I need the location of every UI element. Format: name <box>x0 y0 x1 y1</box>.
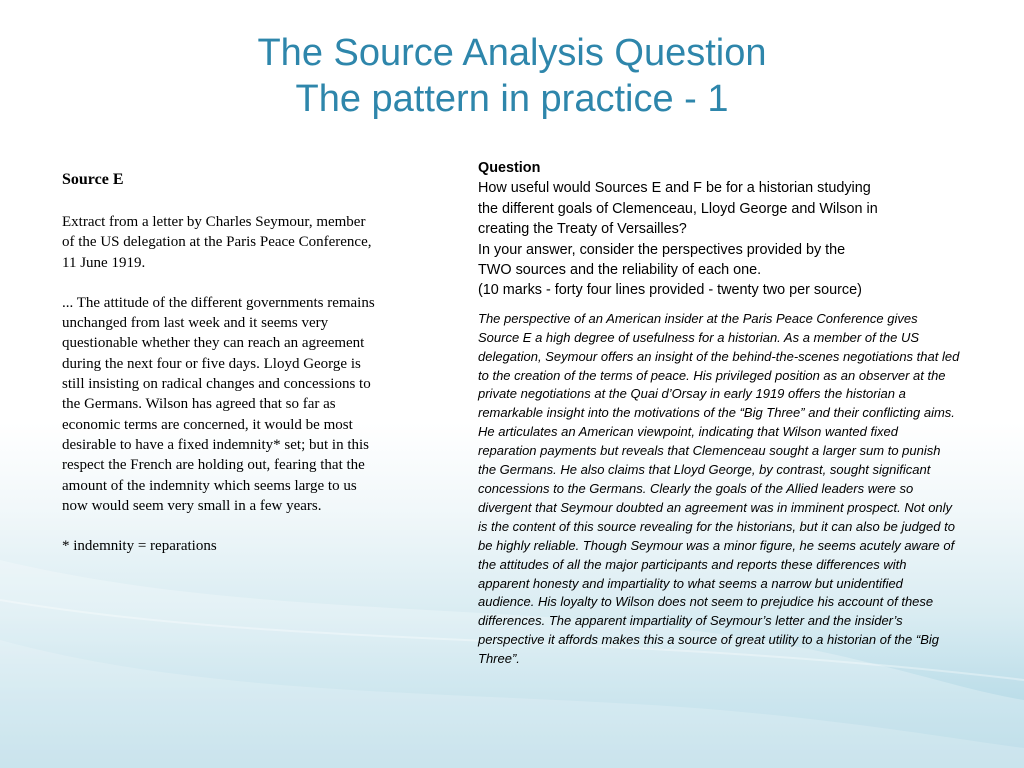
question-line: In your answer, consider the perspectives provided by the <box>478 241 846 258</box>
source-panel <box>62 170 377 576</box>
question-panel <box>478 158 960 669</box>
question-line: TWO sources and the reliability of each one. <box>478 262 762 279</box>
source-footnote: * indemnity = reparations <box>62 538 217 555</box>
source-extract: ... The attitude of the different governments remains unchanged from last week and it seems very questionable whether they can reach an agreement during the next four or five days. Lloyd George is still insisting on radical changes and concessions to the Germans. Wilson has agreed that so far as economic terms are concerned, it would be most desirable to have a fixed indemnity* set; but in this respect the French are holding out, fearing that the amount of the indemnity which seems large to us now would seem very small in a few years. <box>62 294 375 514</box>
question-heading: Question <box>478 160 541 176</box>
question-line: (10 marks - forty four lines provided - twenty two per source) <box>478 282 862 299</box>
question-line: the different goals of Clemenceau, Lloyd George and Wilson in <box>478 200 878 217</box>
slide-title-line-2: The pattern in practice - 1 <box>295 78 729 120</box>
slide-title-line-1: The Source Analysis Question <box>257 32 767 74</box>
source-heading: Source E <box>62 171 124 188</box>
source-attribution: Extract from a letter by Charles Seymour, member of the US delegation at the Paris Peace Conference, 11 June 1919. <box>62 214 372 271</box>
question-line: creating the Treaty of Versailles? <box>478 221 687 238</box>
question-block <box>478 158 960 301</box>
model-answer: The perspective of an American insider at the Paris Peace Conference gives Source E a high degree of usefulness for a historian. As a member of the US delegation, Seymour offers an insight of the behind-the-scenes negotiations that led to the creation of the terms of peace. His privileged position as an observer at the private negotiations at the Quai d’Orsay in early 1919 offers the historian a remarkable insight into the motivations of the “Big Three” and their conflicting aims. He articulates an American viewpoint, indicating that Wilson wanted fixed reparation payments but reveals that Clemenceau sought a larger sum to punish the Germans. He also claims that Lloyd George, by contrast, sought significant concessions to the Germans. Clearly the goals of the Allied leaders were so divergent that Seymour doubted an agreement was in imminent prospect. Not only is the content of this source revealing for the historians, but it can also be judged to be highly reliable. Though Seymour was a minor figure, he seems acutely aware of the attitudes of all the major participants and reports these differences with apparent honesty and impartiality to what seems a narrow but unidentified audience. His loyalty to Wilson does not seem to prejudice his account of these differences. The apparent impartiality of Seymour’s letter and the insider’s perspective it affords makes this a source of great utility to a historian of the “Big Three”. <box>478 310 960 667</box>
question-line: How useful would Sources E and F be for a historian studying <box>478 180 871 197</box>
slide-title <box>0 30 1024 122</box>
